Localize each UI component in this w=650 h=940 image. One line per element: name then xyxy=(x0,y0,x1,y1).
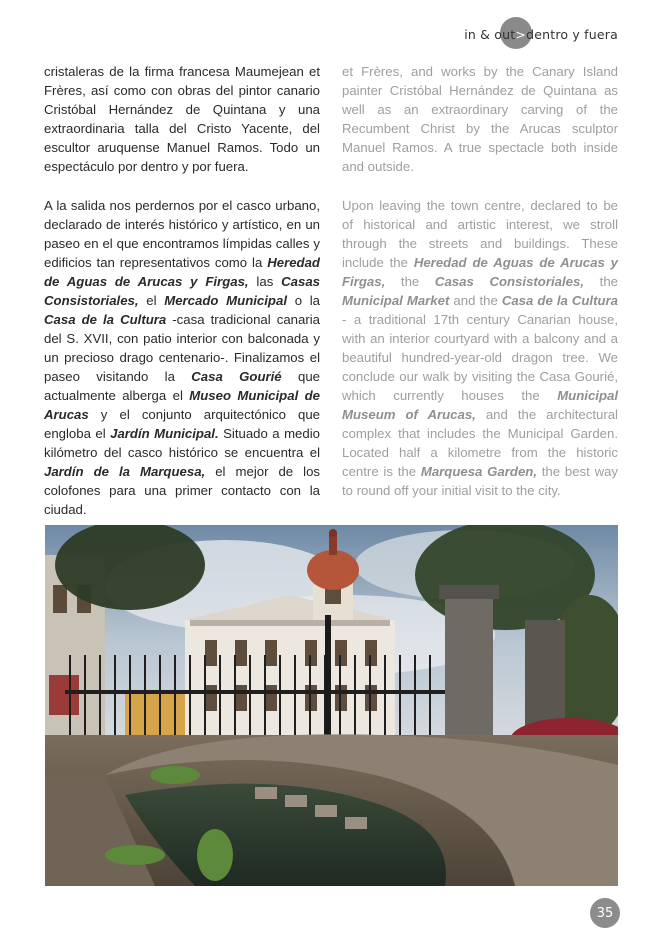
english-column xyxy=(342,62,618,520)
spanish-column xyxy=(44,62,320,539)
page-number: 35 xyxy=(590,898,620,928)
header-part2: dentro y fuera xyxy=(526,26,618,42)
spanish-paragraph-2: A la salida nos perdernos por el casco urbano, declarado de interés histórico y artístico, en un paseo en el que encontramos límpidas calles y edificios tan representativos como la Heredad de Aguas de Arucas y Firgas, las Casas Consistoriales, el Mercado Municipal o la Casa de la Cultura -casa tradicional canaria del S. XVII, con patio interior con balconada y un precioso drago centenario-. Finalizamos el paseo visitando la Casa Gourié que actualmente alberga el Museo Municipal de Arucas y el conjunto arquitectónico que engloba el Jardín Municipal. Situado a medio kilómetro del casco histórico se encuentra el Jardín de la Marquesa, el mejor de los colofones para una primer contacto con la ciudad. xyxy=(44,198,321,517)
section-header xyxy=(464,20,618,48)
header-separator: > xyxy=(515,26,527,42)
town-square-photo xyxy=(45,525,618,886)
spanish-paragraph-1: cristaleras de la firma francesa Maumejean et Frères, así como con obras del pintor canario Cristóbal Hernández de Quintana y una extraordinaria talla del Cristo Yacente, del escultor aruquense Manuel Ramos. Todo un espectáculo por dentro y por fuera. xyxy=(44,64,320,174)
english-paragraph-2: Upon leaving the town centre, declared to be of historical and artistic interest, we stroll through the streets and buildings. These include the Heredad de Aguas de Arucas y Firgas, the Casas Consistoriales, the Municipal Market and the Casa de la Cultura - a traditional 17th century Canarian house, with an interior courtyard with a balcony and a beautiful hundred-year-old dragon tree. We conclude our walk by visiting the Casa Gourié, which currently houses the Municipal Museum of Arucas, and the architectural complex that includes the Municipal Garden. Located half a kilometre from the historic centre is the Marquesa Garden, the best way to round off your initial visit to the city. xyxy=(342,198,619,498)
header-part1: in & out xyxy=(464,26,516,42)
english-paragraph-1: et Frères, and works by the Canary Island painter Cristóbal Hernández de Quintana as well as an extraordinary carving of the Recumbent Christ by the Arucas sculptor Manuel Ramos. A true spectacle both inside and outside. xyxy=(342,64,618,174)
